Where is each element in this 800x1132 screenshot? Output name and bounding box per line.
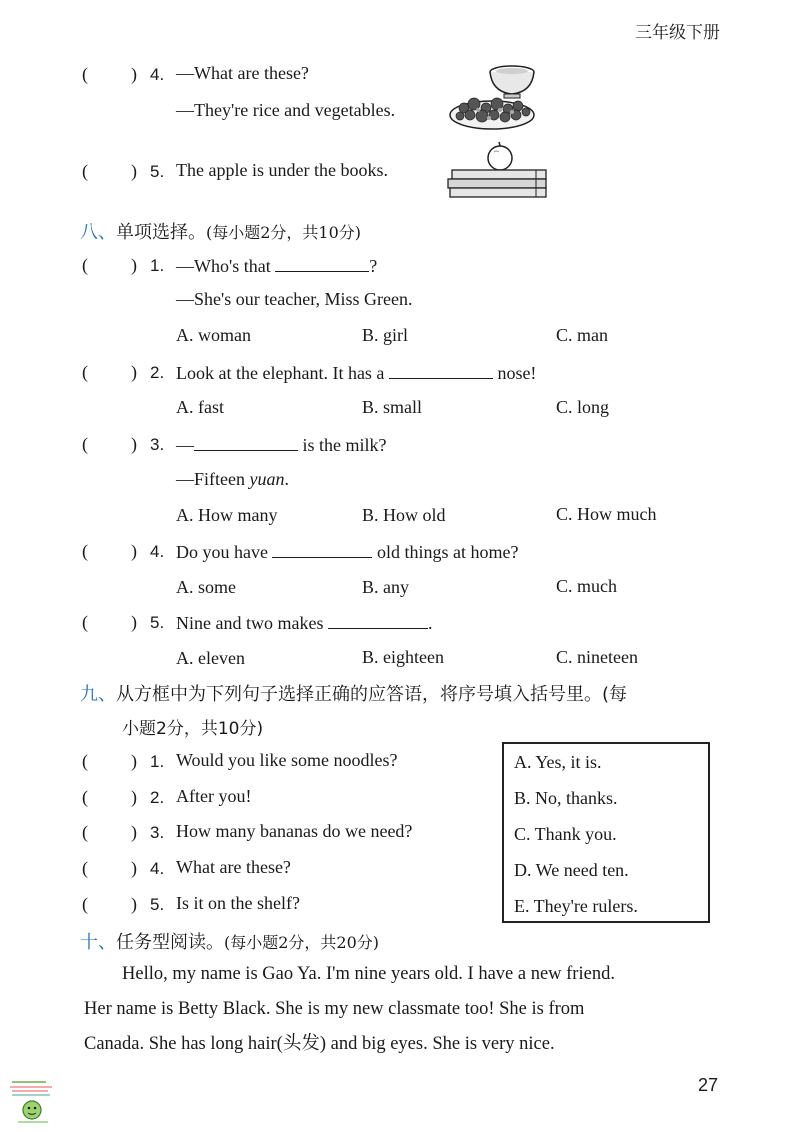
answer-paren-close: )	[131, 751, 137, 771]
answer-paren-open: (	[82, 787, 88, 807]
answer-paren-close: )	[131, 161, 137, 181]
grade-header: 三年级下册	[635, 23, 720, 43]
option-a: A. woman	[176, 325, 251, 345]
answer-paren-open: (	[82, 362, 88, 382]
part8-heading	[80, 218, 361, 244]
option-c: C. much	[556, 576, 617, 596]
answer-paren-close: )	[131, 255, 137, 275]
question-number: 3.	[150, 435, 165, 454]
box-option-a: A. Yes, it is.	[514, 752, 602, 772]
question-number: 5.	[150, 162, 165, 181]
option-c: C. nineteen	[556, 647, 638, 667]
box-option-e: E. They're rulers.	[514, 896, 638, 916]
question-number: 4.	[150, 542, 165, 561]
answer-blank[interactable]	[194, 433, 298, 451]
answer-paren-close: )	[131, 894, 137, 914]
box-option-d: D. We need ten.	[514, 860, 629, 880]
publisher-logo-icon	[8, 1078, 56, 1124]
question-number: 5.	[150, 895, 165, 914]
rice-vegetables-image	[442, 60, 550, 136]
answer-paren-open: (	[82, 161, 88, 181]
answer-paren-open: (	[82, 64, 88, 84]
option-b: B. any	[362, 577, 409, 597]
section-index: 八、	[80, 222, 116, 243]
part10-heading	[80, 928, 379, 954]
question-line: The apple is under the books.	[176, 160, 388, 180]
answer-paren-close: )	[131, 434, 137, 454]
option-b: B. small	[362, 397, 423, 417]
question-line: —What are these?	[176, 63, 309, 83]
question-number: 3.	[150, 823, 165, 842]
answer-paren-open: (	[82, 612, 88, 632]
question-text: Nine and two makes .	[176, 613, 433, 633]
answer-blank[interactable]	[275, 254, 369, 272]
answer-paren-close: )	[131, 64, 137, 84]
question-text: What are these?	[176, 857, 291, 877]
question-text: How many bananas do we need?	[176, 821, 413, 841]
answer-blank[interactable]	[328, 611, 428, 629]
question-number: 2.	[150, 363, 165, 382]
passage-line-2: Her name is Betty Black. She is my new classmate too! She is from	[84, 999, 585, 1019]
answer-paren-close: )	[131, 858, 137, 878]
question-text: —Who's that ?	[176, 256, 378, 276]
answer-paren-close: )	[131, 362, 137, 382]
option-b: B. How old	[362, 505, 446, 525]
answer-blank[interactable]	[389, 361, 493, 379]
question-reply: —She's our teacher, Miss Green.	[176, 289, 413, 309]
question-number: 1.	[150, 256, 165, 275]
apple-books-image	[444, 138, 552, 200]
part9-heading-continued: 小题2分，共10分)	[122, 719, 264, 739]
question-text: Is it on the shelf?	[176, 893, 300, 913]
answer-paren-open: (	[82, 894, 88, 914]
answer-paren-close: )	[131, 612, 137, 632]
option-a: A. some	[176, 577, 236, 597]
answer-paren-open: (	[82, 541, 88, 561]
box-option-b: B. No, thanks.	[514, 788, 618, 808]
option-a: A. How many	[176, 505, 278, 525]
passage-line-1: Hello, my name is Gao Ya. I'm nine years old. I have a new friend.	[122, 964, 615, 984]
section-index: 九、	[80, 684, 116, 705]
answer-paren-open: (	[82, 434, 88, 454]
question-text: Do you have old things at home?	[176, 542, 519, 562]
question-number: 1.	[150, 752, 165, 771]
section-note: (每小题2分，共20分)	[224, 933, 380, 952]
option-c: C. How much	[556, 504, 657, 524]
question-number: 5.	[150, 613, 165, 632]
answer-blank[interactable]	[272, 540, 372, 558]
answer-paren-open: (	[82, 822, 88, 842]
answer-options-box	[502, 742, 710, 923]
question-text: — is the milk?	[176, 435, 387, 455]
option-b: B. girl	[362, 325, 409, 345]
passage-line-3: Canada. She has long hair(头发) and big eyes. She is very nice.	[84, 1034, 555, 1054]
question-reply: —They're rice and vegetables.	[176, 100, 396, 120]
answer-paren-close: )	[131, 541, 137, 561]
answer-paren-open: (	[82, 751, 88, 771]
option-b: B. eighteen	[362, 647, 444, 667]
question-reply: —Fifteen yuan.	[176, 469, 289, 489]
option-a: A. eleven	[176, 648, 245, 668]
answer-paren-open: (	[82, 255, 88, 275]
answer-paren-open: (	[82, 858, 88, 878]
page-number: 27	[697, 1075, 718, 1095]
question-number: 4.	[150, 65, 165, 84]
question-text: Would you like some noodles?	[176, 750, 398, 770]
question-number: 2.	[150, 788, 165, 807]
part9-heading	[80, 680, 627, 706]
question-number: 4.	[150, 859, 165, 878]
answer-paren-close: )	[131, 822, 137, 842]
option-a: A. fast	[176, 397, 224, 417]
question-text: Look at the elephant. It has a nose!	[176, 363, 537, 383]
section-index: 十、	[80, 932, 116, 953]
option-c: C. man	[556, 325, 608, 345]
option-c: C. long	[556, 397, 610, 417]
box-option-c: C. Thank you.	[514, 824, 617, 844]
section-title: 任务型阅读。	[116, 932, 224, 953]
answer-paren-close: )	[131, 787, 137, 807]
section-title: 单项选择。	[116, 222, 206, 243]
section-note: (每小题2分，共10分)	[206, 223, 362, 242]
section-title: 从方框中为下列句子选择正确的应答语，将序号填入括号里。(每	[116, 684, 628, 705]
question-text: After you!	[176, 786, 252, 806]
